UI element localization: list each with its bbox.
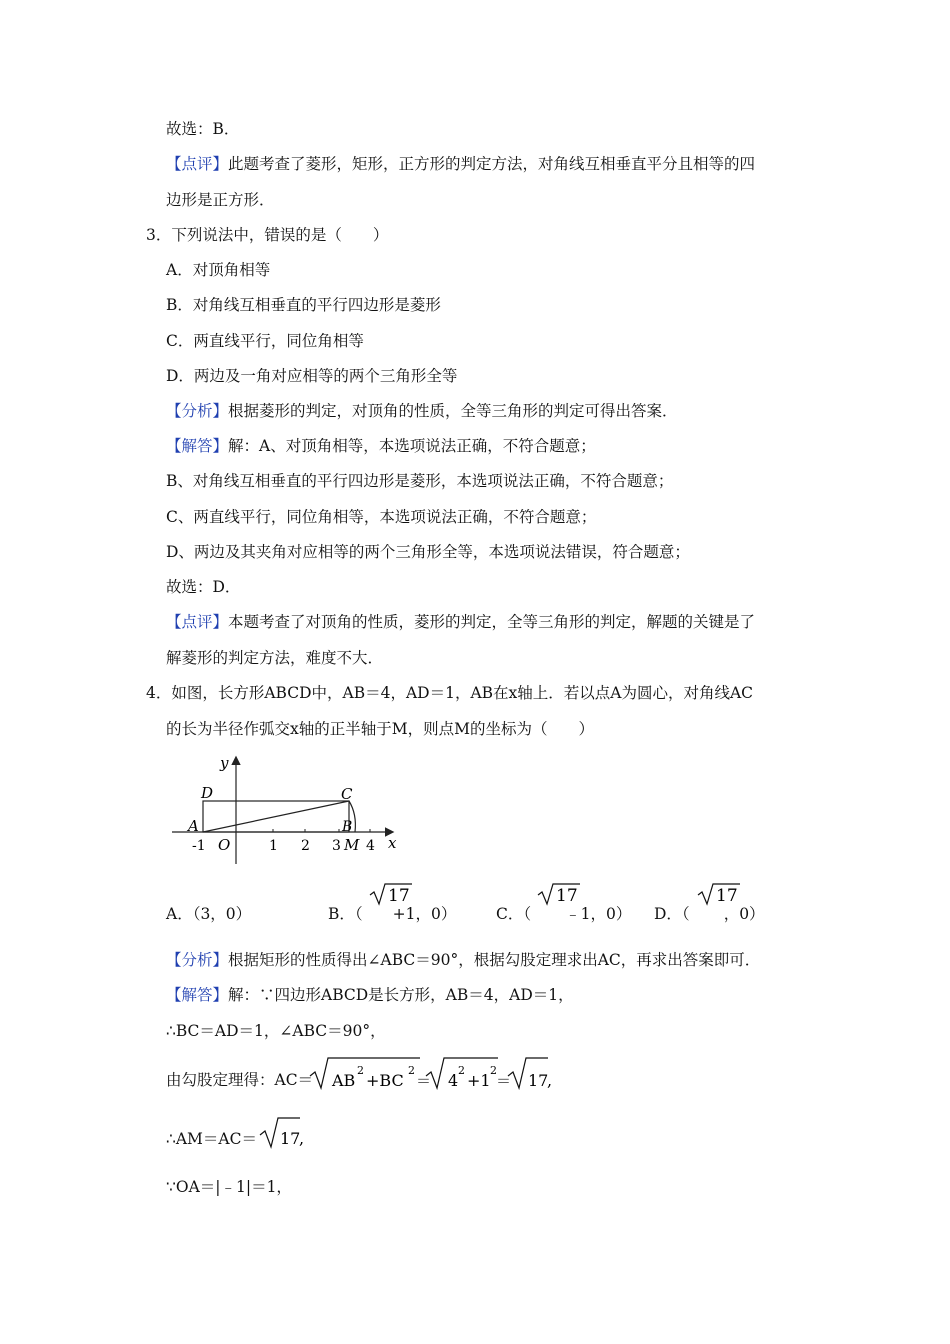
q3-choice: 故选：D． <box>166 578 241 596</box>
comment-tag: 【点评】 <box>166 613 229 631</box>
answer-tag: 【解答】 <box>166 437 229 455</box>
label-b: B <box>342 819 353 835</box>
svg-text:2: 2 <box>408 1064 415 1077</box>
svg-text:2: 2 <box>458 1064 465 1077</box>
coordinate-figure <box>160 752 410 877</box>
svg-text:AB: AB <box>332 1071 356 1090</box>
tick-label-4: 4 <box>366 838 375 854</box>
sqrt17-option-d <box>696 882 742 906</box>
q3-comment-1: 【点评】本题考查了对顶角的性质，菱形的判定，全等三角形的判定，解题的关键是了 <box>166 613 756 631</box>
svg-text:2: 2 <box>357 1064 364 1077</box>
tick-label-neg1: -1 <box>192 838 206 854</box>
q3-answer-4: D、两边及其夹角对应相等的两个三角形全等，本选项说法错误，符合题意； <box>166 543 690 561</box>
diagonal-ac <box>203 801 349 832</box>
q3-answer-3: C、两直线平行，同位角相等，本选项说法正确，不符合题意； <box>166 508 597 526</box>
svg-text:2: 2 <box>490 1064 497 1077</box>
svg-text:＝: ＝ <box>416 1072 432 1090</box>
comment-tag: 【点评】 <box>166 155 229 173</box>
q4-option-c: C．（ ﹣1，0） <box>496 905 632 923</box>
label-d: D <box>201 784 214 802</box>
svg-text:17: 17 <box>556 886 578 906</box>
comment-line-2: 边形是正方形． <box>166 191 275 209</box>
q3-option-c: C．两直线平行，同位角相等 <box>166 332 364 350</box>
tick-label-3: 3 <box>332 838 341 854</box>
q4-stem-1: 4．如图，长方形ABCD中，AB＝4，AD＝1，AB在x轴上．若以点A为圆心，对角线AC <box>146 684 754 702</box>
svg-text:+BC: +BC <box>366 1071 404 1090</box>
q3-option-b: B．对角线互相垂直的平行四边形是菱形 <box>166 296 441 314</box>
label-o: O <box>218 836 231 854</box>
q3-answer-2: B、对角线互相垂直的平行四边形是菱形，本选项说法正确，不符合题意； <box>166 472 674 490</box>
svg-text:17: 17 <box>388 886 410 906</box>
tick-label-2: 2 <box>301 838 310 854</box>
sqrt17-option-c <box>536 882 582 906</box>
q3-answer-1: 【解答】解：A、对顶角相等，本选项说法正确，不符合题意； <box>166 437 596 455</box>
svg-text:17: 17 <box>528 1071 549 1090</box>
svg-text:4: 4 <box>448 1071 459 1090</box>
am-sqrt17 <box>258 1115 308 1151</box>
svg-text:,: , <box>547 1071 553 1090</box>
choice-line: 故选：B． <box>166 120 240 138</box>
q3-analysis: 【分析】根据菱形的判定，对顶角的性质，全等三角形的判定可得出答案． <box>166 402 678 420</box>
comment-line-1: 【点评】此题考查了菱形，矩形，正方形的判定方法，对角线互相垂直平分且相等的四 <box>166 155 756 173</box>
q4-answer-2: ∴BC＝AD＝1，∠ABC＝90°， <box>166 1022 386 1040</box>
label-a: A <box>188 817 199 835</box>
pythag-prefix: 由勾股定理得：AC＝ <box>166 1071 314 1089</box>
label-c: C <box>341 785 353 803</box>
q4-option-a: A．（3，0） <box>166 905 252 923</box>
q4-option-d: D．（ ，0） <box>654 905 765 923</box>
sqrt17-option-b <box>368 882 414 906</box>
q3-option-d: D．两边及一角对应相等的两个三角形全等 <box>166 367 458 385</box>
svg-text:+1: +1 <box>467 1071 491 1090</box>
svg-text:17: 17 <box>280 1129 301 1148</box>
q4-option-b: B．（ +1，0） <box>328 905 457 923</box>
svg-text:＝: ＝ <box>496 1072 512 1090</box>
q3-stem: 3．下列说法中，错误的是（ ） <box>146 226 389 244</box>
q3-option-a: A．对顶角相等 <box>166 261 271 279</box>
q4-answer-1: 【解答】解：∵四边形ABCD是长方形，AB＝4，AD＝1， <box>166 986 574 1004</box>
analysis-tag: 【分析】 <box>166 402 229 420</box>
tick-label-1: 1 <box>269 838 278 854</box>
am-prefix: ∴AM＝AC＝ <box>166 1130 257 1148</box>
x-label: x <box>388 834 397 852</box>
svg-text:17: 17 <box>716 886 738 906</box>
answer-tag: 【解答】 <box>166 986 229 1004</box>
pythag-formula <box>308 1054 558 1094</box>
svg-text:,: , <box>299 1129 305 1148</box>
y-label: y <box>220 754 229 772</box>
q4-stem-2: 的长为半径作弧交x轴的正半轴于M，则点M的坐标为（ ） <box>166 720 594 738</box>
oa-line: ∵OA＝|﹣1|＝1， <box>166 1178 292 1196</box>
q3-comment-2: 解菱形的判定方法，难度不大． <box>166 649 384 667</box>
q4-analysis: 【分析】根据矩形的性质得出∠ABC＝90°，根据勾股定理求出AC，再求出答案即可． <box>166 951 761 969</box>
label-m: M <box>344 836 360 854</box>
analysis-tag: 【分析】 <box>166 951 229 969</box>
